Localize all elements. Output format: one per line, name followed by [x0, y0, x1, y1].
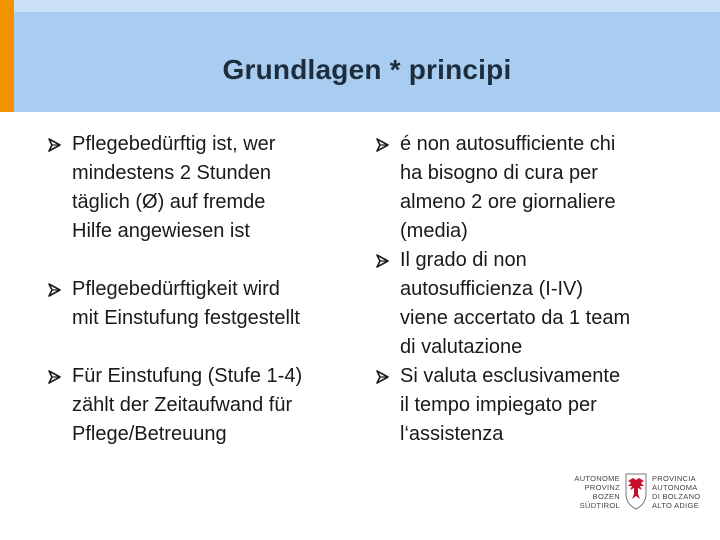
bullet-line: mit Einstufung festgestellt	[72, 307, 300, 329]
arrow-bullet-icon	[374, 362, 396, 391]
eagle-emblem-icon	[624, 472, 648, 510]
accent-bar	[0, 0, 14, 112]
arrow-bullet-icon	[46, 362, 68, 391]
logo-line: ALTO ADIGE	[652, 501, 699, 510]
slide-title: Grundlagen * principi	[222, 54, 512, 85]
bullet-item	[374, 362, 704, 449]
bullet-item	[46, 130, 366, 246]
bullet-line: Pflege/Betreuung	[72, 423, 227, 445]
bullet-line: täglich (Ø) auf fremde	[72, 191, 266, 213]
logo-text-german	[566, 474, 620, 510]
bullet-line: almeno 2 ore giornaliere	[400, 191, 616, 213]
bullet-line: mindestens 2 Stunden	[72, 162, 272, 184]
bullet-line: il tempo impiegato per	[400, 394, 597, 416]
bullet-line: Pflegebedürftigkeit wird	[72, 278, 280, 300]
arrow-bullet-icon	[46, 130, 68, 159]
logo-line: SÜDTIROL	[579, 501, 620, 510]
bullet-line: Hilfe angewiesen ist	[72, 220, 250, 242]
left-column	[46, 130, 366, 449]
title-band-highlight	[14, 0, 720, 12]
bullet-item	[374, 130, 704, 246]
right-column	[374, 130, 704, 449]
bullet-line: (media)	[400, 220, 468, 242]
logo-line: PROVINCIA	[652, 474, 696, 483]
arrow-bullet-icon	[46, 275, 68, 304]
logo-line: AUTONOME	[574, 474, 620, 483]
bullet-line: viene accertato da 1 team	[400, 307, 631, 329]
bullet-item	[374, 246, 704, 362]
logo-line: PROVINZ	[584, 483, 620, 492]
bullet-line: é non autosufficiente chi	[400, 133, 616, 155]
logo-line: BOZEN	[592, 492, 620, 501]
bullet-item	[46, 362, 366, 449]
bullet-item	[46, 275, 366, 333]
province-logo	[566, 470, 706, 512]
bullet-line: Für Einstufung (Stufe 1-4)	[72, 365, 303, 387]
bullet-line: di valutazione	[400, 336, 523, 358]
logo-line: DI BOLZANO	[652, 492, 701, 501]
bullet-line: ha bisogno di cura per	[400, 162, 598, 184]
bullet-line: Pflegebedürftig ist, wer	[72, 133, 276, 155]
arrow-bullet-icon	[374, 130, 396, 159]
bullet-line: l‘assistenza	[400, 423, 504, 445]
bullet-line: autosufficienza (I-IV)	[400, 278, 584, 300]
logo-text-italian	[652, 474, 712, 510]
bullet-line: Si valuta esclusivamente	[400, 365, 621, 387]
logo-line: AUTONOMA	[652, 483, 698, 492]
bullet-line: zählt der Zeitaufwand für	[72, 394, 293, 416]
arrow-bullet-icon	[374, 246, 396, 275]
bullet-line: Il grado di non	[400, 249, 527, 271]
